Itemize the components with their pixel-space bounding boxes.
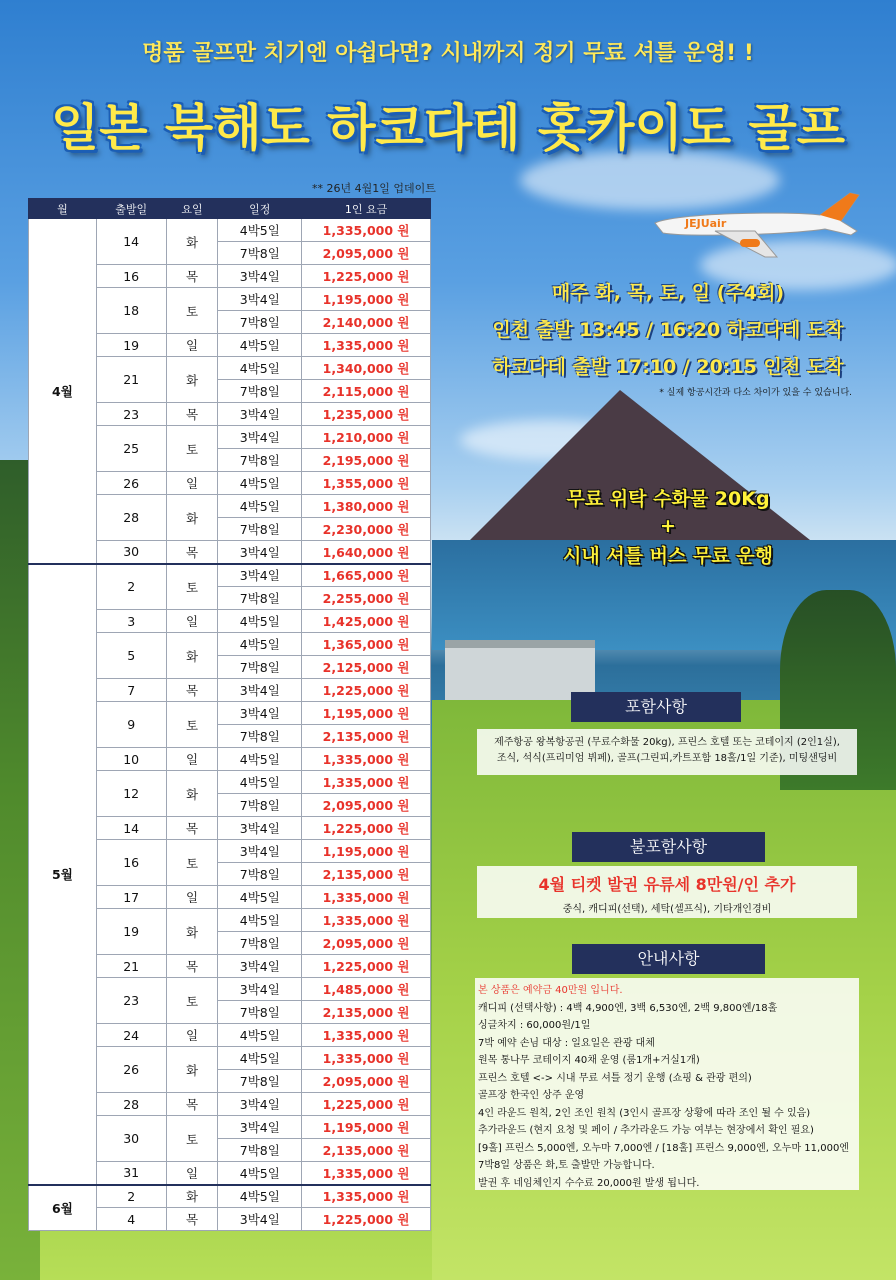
dow-cell: 일 [166,1024,218,1047]
dow-cell: 목 [166,403,218,426]
excluded-highlight: 4월 티켓 발권 유류세 8만원/인 추가 [538,875,796,894]
date-cell: 30 [96,1116,166,1162]
date-cell: 16 [96,840,166,886]
dow-cell: 화 [166,357,218,403]
schedule-frequency: 매주 화, 목, 토, 일 (주4회) [551,282,785,304]
schedule-cell: 3박4일 [218,978,302,1001]
date-cell: 23 [96,978,166,1024]
dow-cell: 목 [166,1208,218,1231]
schedule-cell: 7박8일 [218,863,302,886]
dow-cell: 토 [166,564,218,610]
price-cell: 1,335,000 원 [302,886,431,909]
date-cell: 31 [96,1162,166,1185]
schedule-cell: 7박8일 [218,725,302,748]
dow-cell: 일 [166,1162,218,1185]
dow-cell: 목 [166,541,218,564]
schedule-cell: 4박5일 [218,886,302,909]
schedule-cell: 3박4일 [218,679,302,702]
schedule-cell: 3박4일 [218,265,302,288]
date-cell: 2 [96,1185,166,1208]
schedule-cell: 3박4일 [218,541,302,564]
month-cell: 6월 [29,1185,97,1231]
price-cell: 1,335,000 원 [302,909,431,932]
schedule-cell: 3박4일 [218,817,302,840]
promo-baggage: 무료 위탁 수화물 20Kg [566,488,770,510]
dow-cell: 목 [166,1093,218,1116]
schedule-cell: 4박5일 [218,1185,302,1208]
price-cell: 1,195,000 원 [302,840,431,863]
schedule-cell: 4박5일 [218,748,302,771]
price-cell: 1,210,000 원 [302,426,431,449]
schedule-return: 하코다테 출발 17:10 / 20:15 인천 도착 [492,356,844,378]
date-cell: 10 [96,748,166,771]
price-cell: 2,095,000 원 [302,794,431,817]
price-cell: 2,135,000 원 [302,863,431,886]
guide-line: 싱글차지 : 60,000원/1일 [478,1020,591,1031]
date-cell: 17 [96,886,166,909]
promo-plus: + [660,515,676,537]
date-cell: 21 [96,357,166,403]
dow-cell: 목 [166,679,218,702]
dow-cell: 토 [166,426,218,472]
date-cell: 12 [96,771,166,817]
schedule-cell: 7박8일 [218,242,302,265]
date-cell: 19 [96,334,166,357]
guide-line: 7박8일 상품은 화,토 출발만 가능합니다. [478,1160,655,1171]
included-text-1: 제주항공 왕복항공권 (무료수화물 20kg), 프린스 호텔 또는 코테이지 (2인1실), [494,737,840,748]
price-cell: 2,095,000 원 [302,1070,431,1093]
date-cell: 18 [96,288,166,334]
excluded-label: 불포함사항 [572,832,765,862]
date-cell: 7 [96,679,166,702]
guide-line: 골프장 한국인 상주 운영 [478,1090,585,1101]
price-cell: 1,335,000 원 [302,334,431,357]
table-row [29,1185,431,1208]
guide-line: 본 상품은 예약금 40만원 입니다. [478,985,623,996]
table-row [29,564,431,587]
date-cell: 5 [96,633,166,679]
price-cell: 1,425,000 원 [302,610,431,633]
date-cell: 21 [96,955,166,978]
dow-cell: 토 [166,1116,218,1162]
price-cell: 1,195,000 원 [302,702,431,725]
dow-cell: 화 [166,771,218,817]
date-cell: 3 [96,610,166,633]
price-cell: 1,195,000 원 [302,288,431,311]
schedule-cell: 7박8일 [218,794,302,817]
schedule-cell: 7박8일 [218,1070,302,1093]
dow-cell: 토 [166,840,218,886]
dow-cell: 일 [166,472,218,495]
date-cell: 24 [96,1024,166,1047]
dow-cell: 토 [166,288,218,334]
price-cell: 1,235,000 원 [302,403,431,426]
schedule-cell: 4박5일 [218,610,302,633]
schedule-cell: 4박5일 [218,771,302,794]
date-cell: 25 [96,426,166,472]
guide-line: 캐디피 (선택사항) : 4백 4,900엔, 3백 6,530엔, 2백 9,800엔/18홀 [478,1002,778,1014]
dow-cell: 일 [166,610,218,633]
price-cell: 1,225,000 원 [302,1093,431,1116]
schedule-cell: 4박5일 [218,633,302,656]
date-cell: 14 [96,817,166,840]
price-cell: 2,255,000 원 [302,587,431,610]
price-cell: 1,485,000 원 [302,978,431,1001]
dow-cell: 목 [166,817,218,840]
schedule-cell: 4박5일 [218,1162,302,1185]
date-cell: 19 [96,909,166,955]
guide-line: 원목 통나무 코테이지 40채 운영 (룸1개+거실1개) [478,1055,700,1066]
schedule-cell: 3박4일 [218,702,302,725]
price-cell: 2,115,000 원 [302,380,431,403]
date-cell: 26 [96,472,166,495]
included-label: 포함사항 [571,692,741,722]
date-cell: 16 [96,265,166,288]
schedule-cell: 3박4일 [218,1093,302,1116]
guide-box [475,978,859,1190]
price-table [28,198,431,1231]
price-cell: 1,340,000 원 [302,357,431,380]
schedule-cell: 7박8일 [218,1139,302,1162]
price-cell: 1,195,000 원 [302,1116,431,1139]
airplane-icon [645,185,865,265]
price-cell: 1,335,000 원 [302,1047,431,1070]
dow-cell: 화 [166,1185,218,1208]
excluded-text: 중식, 캐디피(선택), 세탁(셀프식), 기타개인경비 [562,903,772,915]
price-cell: 1,335,000 원 [302,771,431,794]
schedule-note: * 실제 항공시간과 다소 차이가 있을 수 있습니다. [659,388,852,398]
guide-line: 발권 후 네임체인지 수수료 20,000원 발생 됩니다. [478,1177,700,1189]
price-cell: 1,225,000 원 [302,265,431,288]
dow-cell: 토 [166,702,218,748]
date-cell: 30 [96,541,166,564]
schedule-cell: 7박8일 [218,449,302,472]
schedule-cell: 4박5일 [218,334,302,357]
price-cell: 2,135,000 원 [302,725,431,748]
schedule-cell: 3박4일 [218,426,302,449]
schedule-cell: 4박5일 [218,1024,302,1047]
schedule-cell: 7박8일 [218,587,302,610]
price-cell: 1,335,000 원 [302,1162,431,1185]
dow-cell: 화 [166,633,218,679]
header-price: 1인 요금 [302,199,431,219]
clubhouse [445,640,595,700]
schedule-cell: 4박5일 [218,495,302,518]
included-text-2: 조식, 석식(프리미엄 뷔페), 골프(그린피,카트포함 18홀/1일 기준), 미팅샌딩비 [496,753,838,764]
dow-cell: 일 [166,748,218,771]
schedule-cell: 3박4일 [218,564,302,587]
price-cell: 1,225,000 원 [302,817,431,840]
dow-cell: 목 [166,955,218,978]
schedule-outbound: 인천 출발 13:45 / 16:20 하코다테 도착 [492,319,844,341]
schedule-cell: 4박5일 [218,1047,302,1070]
price-cell: 1,355,000 원 [302,472,431,495]
date-cell: 26 [96,1047,166,1093]
flight-schedule [440,278,896,398]
price-cell: 2,095,000 원 [302,932,431,955]
guide-line: 4인 라운드 원칙, 2인 조인 원칙 (3인시 골프장 상황에 따라 조인 될 수 있음) [478,1107,811,1119]
price-cell: 1,335,000 원 [302,1185,431,1208]
month-cell: 4월 [29,219,97,564]
header-subtitle: 명품 골프만 치기엔 아쉽다면? 시내까지 정기 무료 셔틀 운영! ! [142,41,754,66]
schedule-cell: 3박4일 [218,288,302,311]
schedule-cell: 3박4일 [218,1116,302,1139]
promo-block [440,484,896,568]
dow-cell: 화 [166,495,218,541]
date-cell: 28 [96,495,166,541]
header-schedule: 일정 [218,199,302,219]
update-note: ** 26년 4월1일 업데이트 [312,182,436,195]
guide-line: 프린스 호텔 <-> 시내 무료 셔틀 정기 운행 (쇼핑 & 관광 편의) [478,1072,752,1084]
guide-line: 7박 예약 손님 대상 : 일요일은 관광 대체 [478,1037,655,1049]
date-cell: 2 [96,564,166,610]
price-cell: 2,095,000 원 [302,242,431,265]
schedule-cell: 3박4일 [218,955,302,978]
schedule-cell: 4박5일 [218,219,302,242]
price-cell: 1,225,000 원 [302,679,431,702]
guide-line: 추가라운드 (현지 요청 및 페이 / 추가라운드 가능 여부는 현장에서 확인 필요) [478,1125,814,1136]
date-cell: 23 [96,403,166,426]
dow-cell: 일 [166,334,218,357]
price-cell: 1,335,000 원 [302,1024,431,1047]
schedule-cell: 7박8일 [218,380,302,403]
dow-cell: 목 [166,265,218,288]
guide-label: 안내사항 [572,944,765,974]
schedule-cell: 7박8일 [218,656,302,679]
header-month: 월 [29,199,97,219]
svg-text:JEJUair: JEJUair [685,217,727,230]
price-cell: 2,195,000 원 [302,449,431,472]
guide-line: [9홀] 프린스 5,000엔, 오누마 7,000엔 / [18홀] 프린스 9,000엔, 오누마 11,000엔 [478,1142,849,1154]
price-cell: 2,135,000 원 [302,1001,431,1024]
promo-shuttle: 시내 셔틀 버스 무료 운행 [563,545,773,567]
price-cell: 1,640,000 원 [302,541,431,564]
table-row [29,219,431,242]
price-cell: 2,125,000 원 [302,656,431,679]
schedule-cell: 7박8일 [218,932,302,955]
table-header-row [29,199,431,219]
dow-cell: 토 [166,978,218,1024]
price-cell: 1,380,000 원 [302,495,431,518]
schedule-cell: 3박4일 [218,840,302,863]
excluded-box [477,866,857,918]
schedule-cell: 7박8일 [218,518,302,541]
schedule-cell: 7박8일 [218,1001,302,1024]
price-cell: 1,225,000 원 [302,1208,431,1231]
price-table-body [29,219,431,1231]
dow-cell: 화 [166,1047,218,1093]
schedule-cell: 3박4일 [218,403,302,426]
header-dow: 요일 [166,199,218,219]
date-cell: 9 [96,702,166,748]
page-title: 일본 북해도 하코다테 홋카이도 골프 [50,99,846,157]
schedule-cell: 3박4일 [218,1208,302,1231]
dow-cell: 화 [166,219,218,265]
month-cell: 5월 [29,564,97,1185]
schedule-cell: 4박5일 [218,472,302,495]
schedule-cell: 4박5일 [218,357,302,380]
price-cell: 1,665,000 원 [302,564,431,587]
date-cell: 14 [96,219,166,265]
price-cell: 1,335,000 원 [302,219,431,242]
date-cell: 4 [96,1208,166,1231]
price-cell: 2,140,000 원 [302,311,431,334]
dow-cell: 일 [166,886,218,909]
schedule-cell: 7박8일 [218,311,302,334]
price-cell: 1,335,000 원 [302,748,431,771]
date-cell: 28 [96,1093,166,1116]
dow-cell: 화 [166,909,218,955]
price-cell: 1,225,000 원 [302,955,431,978]
schedule-cell: 4박5일 [218,909,302,932]
price-cell: 2,230,000 원 [302,518,431,541]
price-cell: 2,135,000 원 [302,1139,431,1162]
price-cell: 1,365,000 원 [302,633,431,656]
included-box [477,729,857,775]
header-date: 출발일 [96,199,166,219]
